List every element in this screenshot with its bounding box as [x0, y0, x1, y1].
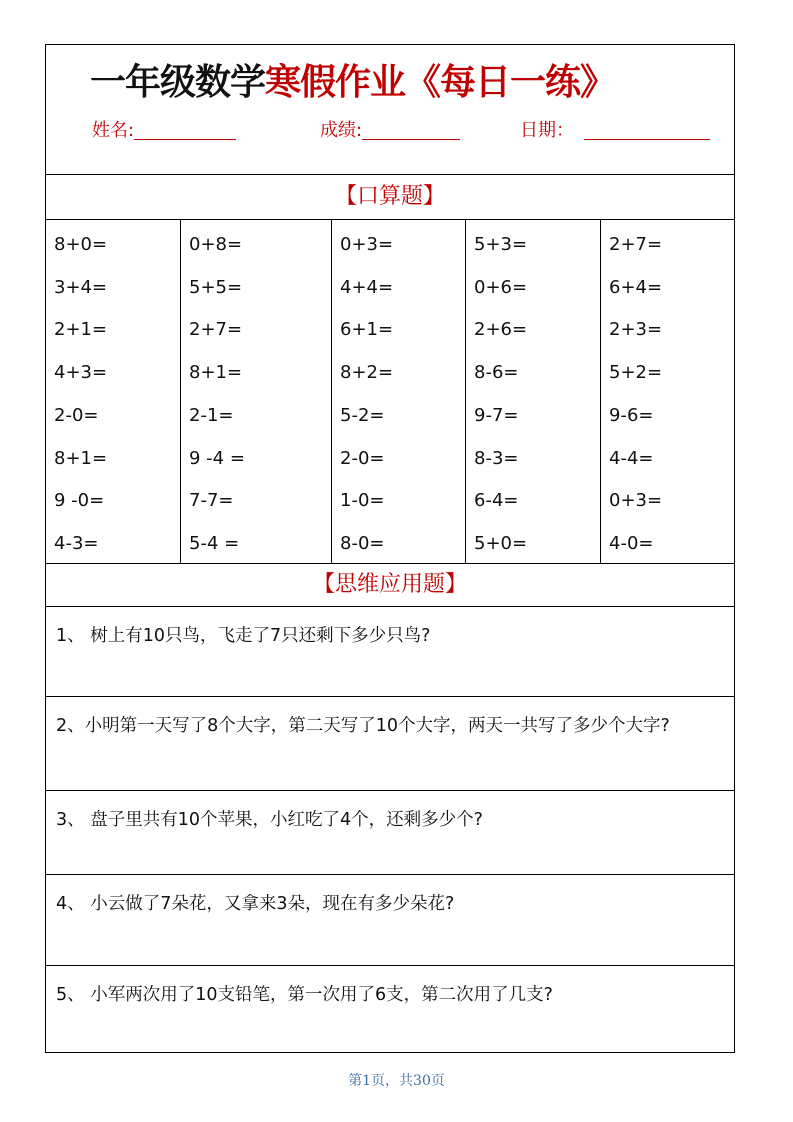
oral-problem: 2-0=	[54, 404, 99, 426]
oral-problem: 8-3=	[474, 447, 519, 469]
answer-area[interactable]	[46, 1012, 734, 1052]
oral-problem: 9 -4 =	[189, 447, 245, 469]
oral-problem: 5-2=	[340, 404, 385, 426]
word-problem-text: 5、 小军两次用了10支铅笔，第一次用了6支，第二次用了几支?	[56, 985, 553, 1005]
oral-problem: 5+0=	[474, 532, 528, 554]
oral-calculation-grid	[46, 220, 734, 564]
answer-area[interactable]	[46, 653, 734, 695]
oral-problem: 5-4 =	[189, 532, 240, 554]
oral-problem: 2+7=	[189, 319, 243, 341]
oral-problem: 8+2=	[340, 362, 394, 384]
oral-problem: 0+3=	[340, 234, 394, 255]
oral-problem: 8+1=	[189, 362, 243, 384]
word-problem-text: 2、小明第一天写了8个大字，第二天写了10个大字，两天一共写了多少个大字?	[56, 716, 670, 736]
oral-problem: 6+4=	[609, 276, 663, 298]
answer-area[interactable]	[46, 837, 734, 873]
word-problem-text: 4、 小云做了7朵花，又拿来3朵，现在有多少朵花?	[56, 894, 455, 914]
page-footer: 第1页，共30页	[348, 1073, 445, 1089]
oral-problem: 0+6=	[474, 276, 528, 298]
oral-problem: 6-4=	[474, 490, 519, 512]
oral-problem: 9 -0=	[54, 490, 105, 512]
date-label: 日期：	[520, 120, 574, 141]
oral-problem: 4-3=	[54, 532, 99, 554]
oral-problem: 9-6=	[609, 404, 654, 426]
oral-problem: 2+7=	[609, 234, 663, 255]
oral-problem: 8+0=	[54, 234, 108, 255]
oral-problem: 6+1=	[340, 319, 394, 341]
oral-problem: 8+1=	[54, 447, 108, 469]
oral-problem: 3+4=	[54, 276, 108, 298]
oral-section-title: 【口算题】	[46, 175, 734, 220]
worksheet-title	[90, 59, 690, 107]
word-problem	[46, 875, 734, 966]
answer-area[interactable]	[46, 743, 734, 789]
oral-problem: 2+1=	[54, 319, 108, 341]
oral-problem: 0+8=	[189, 234, 243, 255]
oral-problem: 2-1=	[189, 404, 234, 426]
word-problem	[46, 966, 734, 1054]
word-problem	[46, 791, 734, 875]
score-field[interactable]	[320, 117, 460, 145]
oral-problem: 8-0=	[340, 532, 385, 554]
oral-problem: 0+3=	[609, 490, 663, 512]
date-field[interactable]	[520, 117, 710, 145]
word-problem	[46, 607, 734, 697]
oral-problem: 2+6=	[474, 319, 528, 341]
oral-column	[46, 220, 181, 563]
oral-column	[332, 220, 466, 563]
oral-problem: 5+5=	[189, 276, 243, 298]
oral-problem: 1-0=	[340, 490, 385, 512]
title-homework: 寒假作业《每日一练》	[265, 62, 616, 103]
oral-column	[181, 220, 332, 563]
oral-problem: 2-0=	[340, 447, 385, 469]
title-grade-subject: 一年级数学	[90, 62, 266, 103]
oral-column	[601, 220, 736, 563]
oral-problem: 9-7=	[474, 404, 519, 426]
score-label: 成绩:	[320, 120, 363, 141]
oral-problem: 5+3=	[474, 234, 528, 255]
score-blank[interactable]	[362, 117, 460, 140]
name-blank[interactable]	[134, 117, 236, 140]
name-field[interactable]	[92, 117, 236, 145]
word-problem	[46, 697, 734, 791]
oral-problem: 4+3=	[54, 362, 108, 384]
word-problem-section-title: 【思维应用题】	[46, 564, 734, 607]
worksheet-header	[46, 45, 734, 175]
oral-problem: 4-4=	[609, 447, 654, 469]
date-blank[interactable]	[584, 117, 710, 140]
answer-area[interactable]	[46, 921, 734, 964]
oral-problem: 4-0=	[609, 532, 654, 554]
worksheet	[45, 44, 735, 1053]
word-problem-text: 3、 盘子里共有10个苹果，小红吃了4个，还剩多少个?	[56, 810, 483, 830]
oral-problem: 7-7=	[189, 490, 234, 512]
oral-problem: 2+3=	[609, 319, 663, 341]
name-label: 姓名:	[92, 120, 135, 141]
word-problem-text: 1、 树上有10只鸟，飞走了7只还剩下多少只鸟?	[56, 626, 431, 646]
oral-column	[466, 220, 601, 563]
oral-problem: 5+2=	[609, 362, 663, 384]
oral-problem: 4+4=	[340, 276, 394, 298]
oral-problem: 8-6=	[474, 362, 519, 384]
